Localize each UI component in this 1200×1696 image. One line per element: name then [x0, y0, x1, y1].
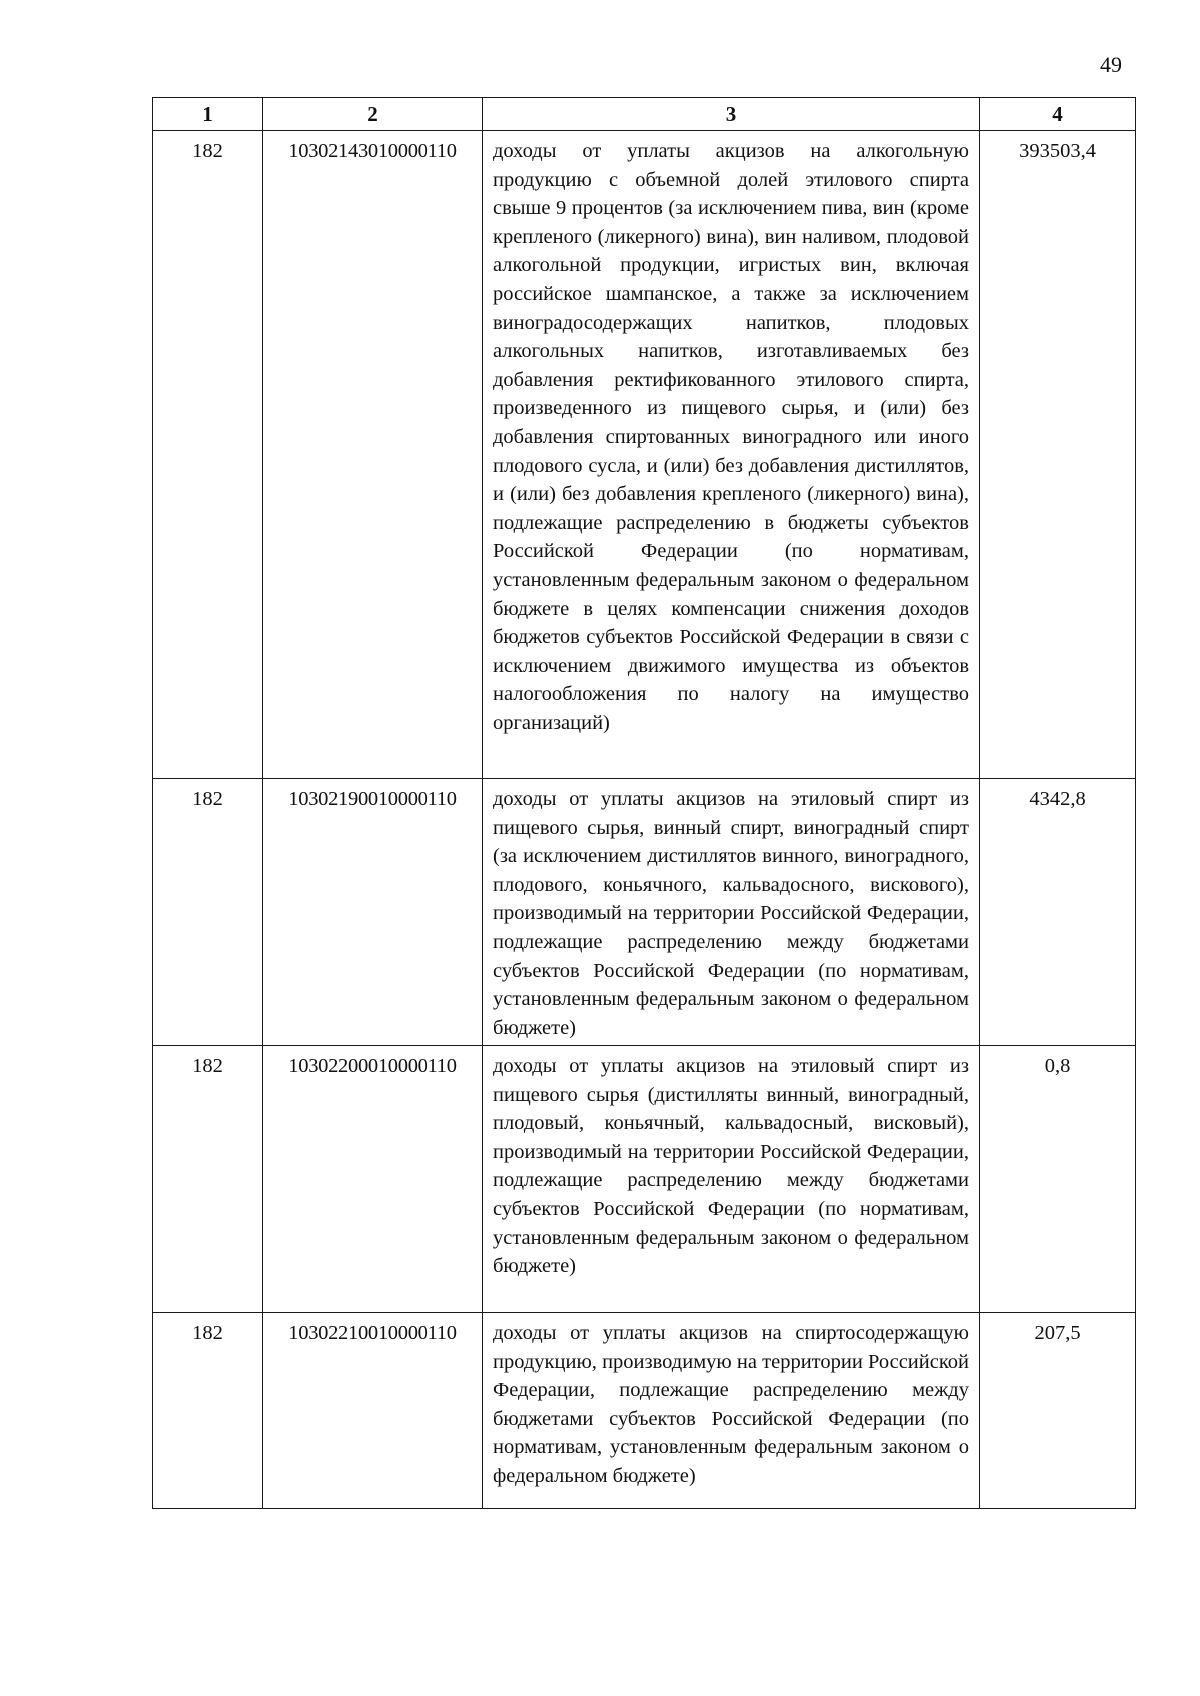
admin-code-cell: 182	[153, 779, 263, 1046]
table-row	[153, 1046, 1136, 1313]
revenue-code-cell: 10302210010000110	[263, 1313, 483, 1509]
revenue-description-cell: доходы от уплаты акцизов на этиловый спирт из пищевого сырья (дистилляты винный, виноградный, плодовый, коньячный, кальвадосный, висковый), производимый на территории Российской Федерации, подлежащие распределению между бюджетами субъектов Российской Федерации (по нормативам, установленным федеральным законом о федеральном бюджете)	[483, 1046, 980, 1313]
table-row	[153, 131, 1136, 779]
amount-cell: 0,8	[980, 1046, 1136, 1313]
revenue-description-cell: доходы от уплаты акцизов на алкогольную продукцию с объемной долей этилового спирта свыше 9 процентов (за исключением пива, вин (кроме крепленого (ликерного) вина), вин наливом, плодовой алкогольной продукции, игристых вин, включая российское шампанское, а также за исключением виноградосодержащих напитков, плодовых алкогольных напитков, изготавливаемых без добавления ректификованного этилового спирта, произведенного из пищевого сырья, и (или) без добавления спиртованных виноградного или иного плодового сусла, и (или) без добавления дистиллятов, и (или) без добавления крепленого (ликерного) вина), подлежащие распределению в бюджеты субъектов Российской Федерации (по нормативам, установленным федеральным законом о федеральном бюджете в целях компенсации снижения доходов бюджетов субъектов Российской Федерации в связи с исключением движимого имущества из объектов налогообложения по налогу на имущество организаций)	[483, 131, 980, 779]
revenue-description-cell: доходы от уплаты акцизов на спиртосодержащую продукцию, производимую на территории Российской Федерации, подлежащие распределению между бюджетами субъектов Российской Федерации (по нормативам, установленным федеральным законом о федеральном бюджете)	[483, 1313, 980, 1509]
admin-code-cell: 182	[153, 1046, 263, 1313]
amount-cell: 393503,4	[980, 131, 1136, 779]
table-header-row	[153, 98, 1136, 131]
revenue-description-cell: доходы от уплаты акцизов на этиловый спирт из пищевого сырья, винный спирт, виноградный спирт (за исключением дистиллятов винного, виноградного, плодового, коньячного, кальвадосного, вискового), производимый на территории Российской Федерации, подлежащие распределению между бюджетами субъектов Российской Федерации (по нормативам, установленным федеральным законом о федеральном бюджете)	[483, 779, 980, 1046]
amount-cell: 207,5	[980, 1313, 1136, 1509]
table-row	[153, 1313, 1136, 1509]
admin-code-cell: 182	[153, 1313, 263, 1509]
revenue-code-cell: 10302200010000110	[263, 1046, 483, 1313]
revenue-code-cell: 10302190010000110	[263, 779, 483, 1046]
column-header: 3	[483, 98, 980, 131]
revenue-code-cell: 10302143010000110	[263, 131, 483, 779]
amount-cell: 4342,8	[980, 779, 1136, 1046]
column-header: 2	[263, 98, 483, 131]
column-header: 4	[980, 98, 1136, 131]
page-number: 49	[1100, 52, 1122, 77]
table-row	[153, 779, 1136, 1046]
column-header: 1	[153, 98, 263, 131]
admin-code-cell: 182	[153, 131, 263, 779]
revenue-table	[152, 97, 1136, 1509]
